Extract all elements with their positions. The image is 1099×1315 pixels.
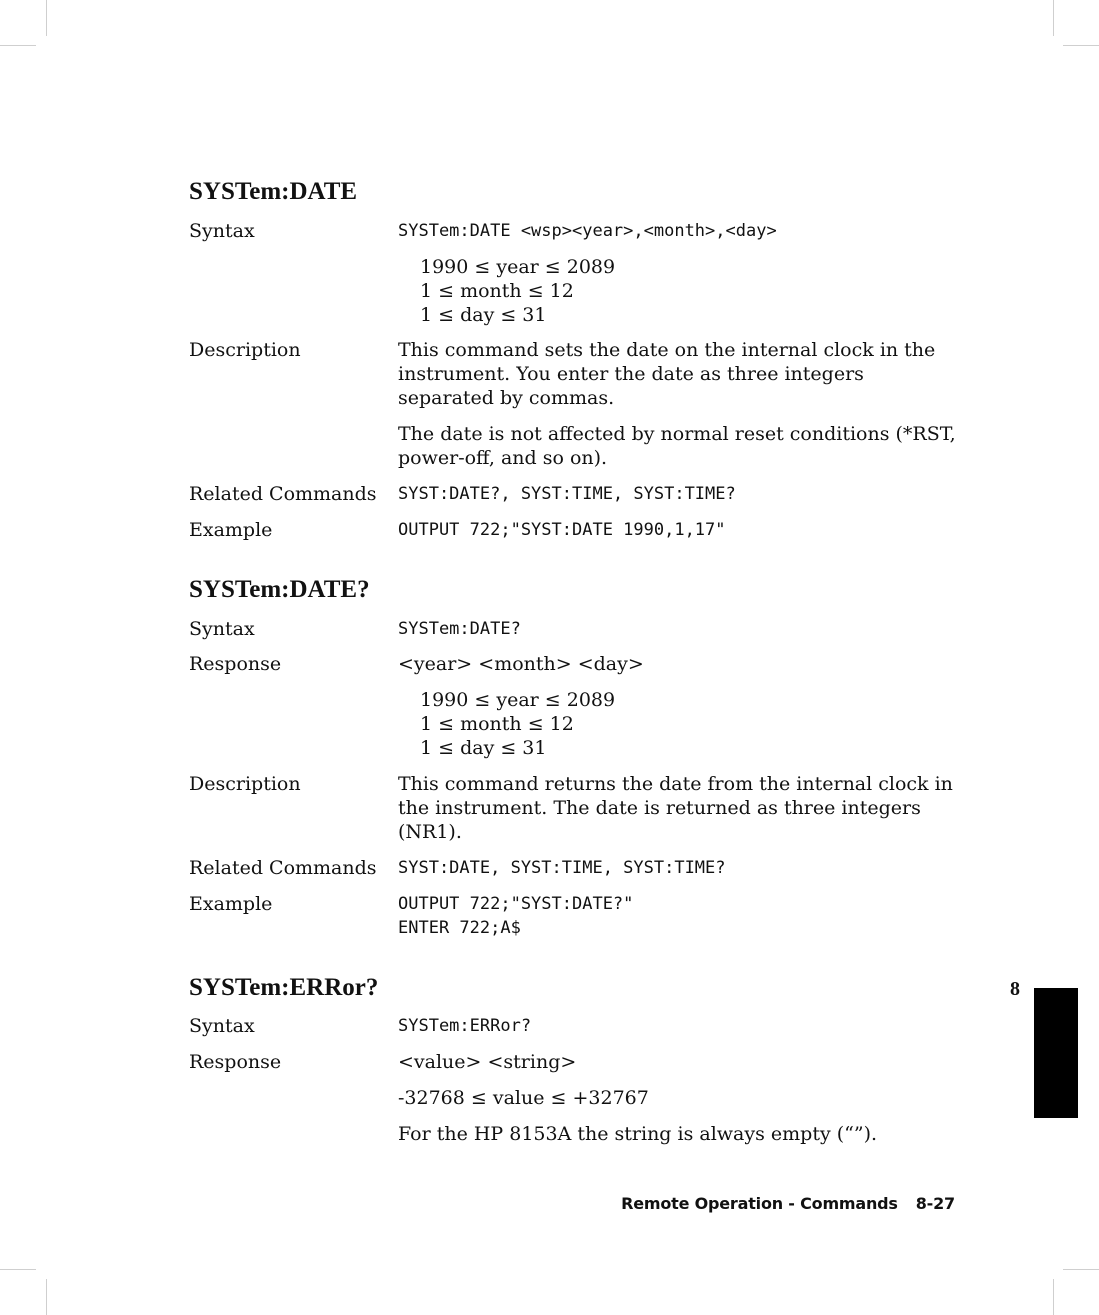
syntax-value: SYSTem:ERRor? — [398, 1016, 532, 1036]
related-commands-label: Related Commands — [189, 483, 377, 505]
response-value: <year> <month> <day> — [398, 653, 644, 675]
description-label: Description — [189, 339, 301, 361]
chapter-tab-number: 8 — [1010, 978, 1020, 1000]
section-heading: SYSTem:DATE — [189, 178, 358, 205]
crop-mark — [1063, 45, 1099, 46]
range-line: 1 ≤ day ≤ 31 — [420, 737, 547, 759]
range-line: 1990 ≤ year ≤ 2089 — [420, 689, 616, 711]
chapter-tab-marker — [1034, 988, 1078, 1118]
footer-title: Remote Operation - Commands — [621, 1194, 898, 1213]
section-heading: SYSTem:DATE? — [189, 576, 370, 603]
response-value: <value> <string> — [398, 1051, 577, 1073]
response-label: Response — [189, 653, 282, 675]
example-label: Example — [189, 893, 273, 915]
description-text: The date is not affected by normal reset conditions (*RST, power-off, and so on). — [398, 423, 956, 469]
crop-mark — [0, 1269, 36, 1270]
range-line: 1990 ≤ year ≤ 2089 — [420, 256, 616, 278]
related-commands-value: SYST:DATE?, SYST:TIME, SYST:TIME? — [398, 484, 736, 504]
crop-mark — [1063, 1269, 1099, 1270]
crop-mark — [1053, 1279, 1054, 1315]
crop-mark — [46, 1279, 47, 1315]
syntax-value: SYSTem:DATE? — [398, 619, 521, 639]
example-label: Example — [189, 519, 273, 541]
note-text: For the HP 8153A the string is always empty (“”). — [398, 1123, 878, 1145]
crop-mark — [0, 45, 36, 46]
range-line: 1 ≤ month ≤ 12 — [420, 713, 574, 735]
syntax-label: Syntax — [189, 618, 255, 640]
related-commands-label: Related Commands — [189, 857, 377, 879]
description-text: This command sets the date on the internal clock in the instrument. You enter the date as three integers separated by commas. — [398, 339, 936, 409]
syntax-label: Syntax — [189, 220, 255, 242]
page-number: 8-27 — [915, 1194, 955, 1213]
crop-mark — [1053, 0, 1054, 36]
example-code: OUTPUT 722;"SYST:DATE?" — [398, 894, 634, 914]
description-label: Description — [189, 773, 301, 795]
range-line: 1 ≤ day ≤ 31 — [420, 304, 547, 326]
syntax-value: SYSTem:DATE <wsp><year>,<month>,<day> — [398, 221, 777, 241]
example-code: OUTPUT 722;"SYST:DATE 1990,1,17" — [398, 520, 726, 540]
example-code: ENTER 722;A$ — [398, 918, 521, 938]
related-commands-value: SYST:DATE, SYST:TIME, SYST:TIME? — [398, 858, 726, 878]
range-line: -32768 ≤ value ≤ +32767 — [398, 1087, 649, 1109]
page-footer — [621, 1194, 955, 1213]
section-heading: SYSTem:ERRor? — [189, 974, 379, 1001]
response-label: Response — [189, 1051, 282, 1073]
range-line: 1 ≤ month ≤ 12 — [420, 280, 574, 302]
description-text: This command returns the date from the internal clock in the instrument. The date is returned as three integers (NR1). — [398, 773, 953, 843]
crop-mark — [46, 0, 47, 36]
syntax-label: Syntax — [189, 1015, 255, 1037]
